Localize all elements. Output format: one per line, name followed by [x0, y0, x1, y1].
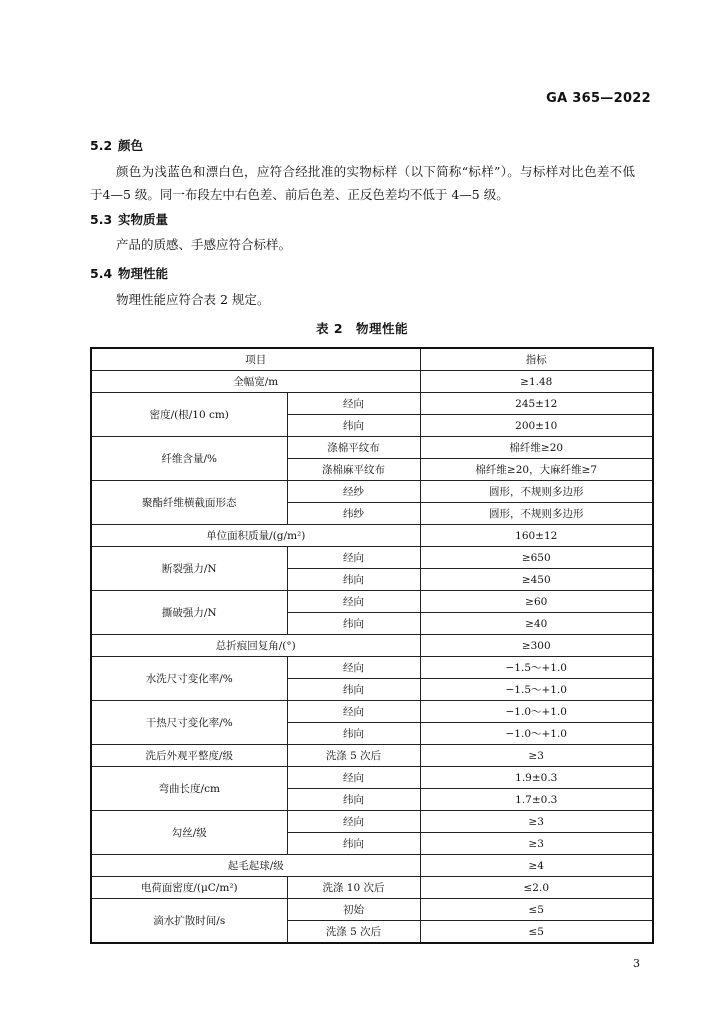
header-item: 项目 — [91, 348, 420, 371]
row-value: ≥40 — [420, 613, 653, 635]
row-sub: 纬向 — [287, 415, 420, 437]
table-row — [91, 635, 653, 657]
row-value: 160±12 — [420, 525, 653, 547]
row-sub: 纬向 — [287, 679, 420, 701]
row-sub: 洗涤 5 次后 — [287, 921, 420, 944]
row-sub: 经向 — [287, 591, 420, 613]
row-sub: 初始 — [287, 899, 420, 921]
row-sub: 洗涤 5 次后 — [287, 745, 420, 767]
row-item: 滴水扩散时间/s — [91, 899, 287, 944]
page-number: 3 — [633, 957, 640, 970]
row-sub: 洗涤 10 次后 — [287, 877, 420, 899]
row-value: 圆形，不规则多边形 — [420, 503, 653, 525]
table-row — [91, 481, 653, 503]
table-row — [91, 855, 653, 877]
table-caption: 表 2 物理性能 — [315, 321, 409, 336]
row-item: 断裂强力/N — [91, 547, 287, 591]
row-value: 1.9±0.3 — [420, 767, 653, 789]
row-value: ≥650 — [420, 547, 653, 569]
section-paragraph-color: 颜色为浅蓝色和漂白色，应符合经批准的实物标样（以下简称“标样”）。与标样对比色差不低于4—5 级。同一布段左中右色差、前后色差、正反色差均不低于 4—5 级。 — [90, 164, 635, 202]
row-value: 245±12 — [420, 393, 653, 415]
row-sub: 纬向 — [287, 833, 420, 855]
section-title: 实物质量 — [118, 212, 169, 227]
section-title: 物理性能 — [118, 266, 169, 281]
row-value: ≥1.48 — [420, 371, 653, 393]
section-heading-quality — [90, 210, 168, 228]
section-title: 颜色 — [118, 138, 144, 153]
row-value: 棉纤维≥20 — [420, 437, 653, 459]
row-item: 单位面积质量/(g/m²) — [91, 525, 420, 547]
row-value: ≤5 — [420, 921, 653, 944]
table-row — [91, 811, 653, 833]
section-paragraph-physical: 物理性能应符合表 2 规定。 — [116, 292, 270, 307]
row-item: 起毛起球/级 — [91, 855, 420, 877]
row-value: −1.5～+1.0 — [420, 679, 653, 701]
row-value: 200±10 — [420, 415, 653, 437]
row-value: ≤2.0 — [420, 877, 653, 899]
row-sub: 涤棉平纹布 — [287, 437, 420, 459]
row-value: ≥3 — [420, 745, 653, 767]
standard-code: GA 365—2022 — [546, 91, 651, 106]
row-sub: 经向 — [287, 657, 420, 679]
row-item: 全幅宽/m — [91, 371, 420, 393]
row-sub: 经向 — [287, 767, 420, 789]
row-item: 纤维含量/% — [91, 437, 287, 481]
row-value: ≤5 — [420, 899, 653, 921]
table-row — [91, 591, 653, 613]
row-item: 洗后外观平整度/级 — [91, 745, 287, 767]
section-heading-color — [90, 136, 143, 154]
table-row — [91, 745, 653, 767]
row-value: ≥300 — [420, 635, 653, 657]
row-value: ≥3 — [420, 833, 653, 855]
table-row — [91, 899, 653, 921]
row-sub: 涤棉麻平纹布 — [287, 459, 420, 481]
table-row — [91, 767, 653, 789]
section-number: 5.4 — [90, 266, 113, 281]
row-item: 干热尺寸变化率/% — [91, 701, 287, 745]
table-row — [91, 547, 653, 569]
row-sub: 纬纱 — [287, 503, 420, 525]
row-item: 总折痕回复角/(°) — [91, 635, 420, 657]
table-row — [91, 657, 653, 679]
table-header-row — [91, 348, 653, 371]
row-value: 棉纤维≥20，大麻纤维≥7 — [420, 459, 653, 481]
row-sub: 纬向 — [287, 723, 420, 745]
row-sub: 经向 — [287, 811, 420, 833]
row-item: 弯曲长度/cm — [91, 767, 287, 811]
row-value: 圆形，不规则多边形 — [420, 481, 653, 503]
row-value: −1.0～+1.0 — [420, 723, 653, 745]
row-value: −1.5～+1.0 — [420, 657, 653, 679]
row-item: 勾丝/级 — [91, 811, 287, 855]
table-row — [91, 437, 653, 459]
row-sub: 经向 — [287, 701, 420, 723]
section-number: 5.2 — [90, 138, 113, 153]
header-index: 指标 — [420, 348, 653, 371]
row-item: 电荷面密度/(μC/m²) — [91, 877, 287, 899]
row-value: −1.0～+1.0 — [420, 701, 653, 723]
table-row — [91, 877, 653, 899]
row-value: ≥3 — [420, 811, 653, 833]
row-sub: 纬向 — [287, 569, 420, 591]
table-row — [91, 393, 653, 415]
row-value: 1.7±0.3 — [420, 789, 653, 811]
table-row — [91, 701, 653, 723]
row-sub: 经纱 — [287, 481, 420, 503]
section-heading-physical — [90, 264, 168, 282]
row-sub: 纬向 — [287, 613, 420, 635]
row-sub: 纬向 — [287, 789, 420, 811]
row-item: 水洗尺寸变化率/% — [91, 657, 287, 701]
section-paragraph-quality: 产品的质感、手感应符合标样。 — [116, 237, 292, 252]
row-value: ≥60 — [420, 591, 653, 613]
row-item: 聚酯纤维横截面形态 — [91, 481, 287, 525]
row-item: 密度/(根/10 cm) — [91, 393, 287, 437]
table-row — [91, 371, 653, 393]
row-sub: 经向 — [287, 547, 420, 569]
table-row — [91, 525, 653, 547]
row-item: 撕破强力/N — [91, 591, 287, 635]
row-sub: 经向 — [287, 393, 420, 415]
row-value: ≥450 — [420, 569, 653, 591]
physical-properties-table — [90, 347, 654, 944]
row-value: ≥4 — [420, 855, 653, 877]
section-number: 5.3 — [90, 212, 113, 227]
